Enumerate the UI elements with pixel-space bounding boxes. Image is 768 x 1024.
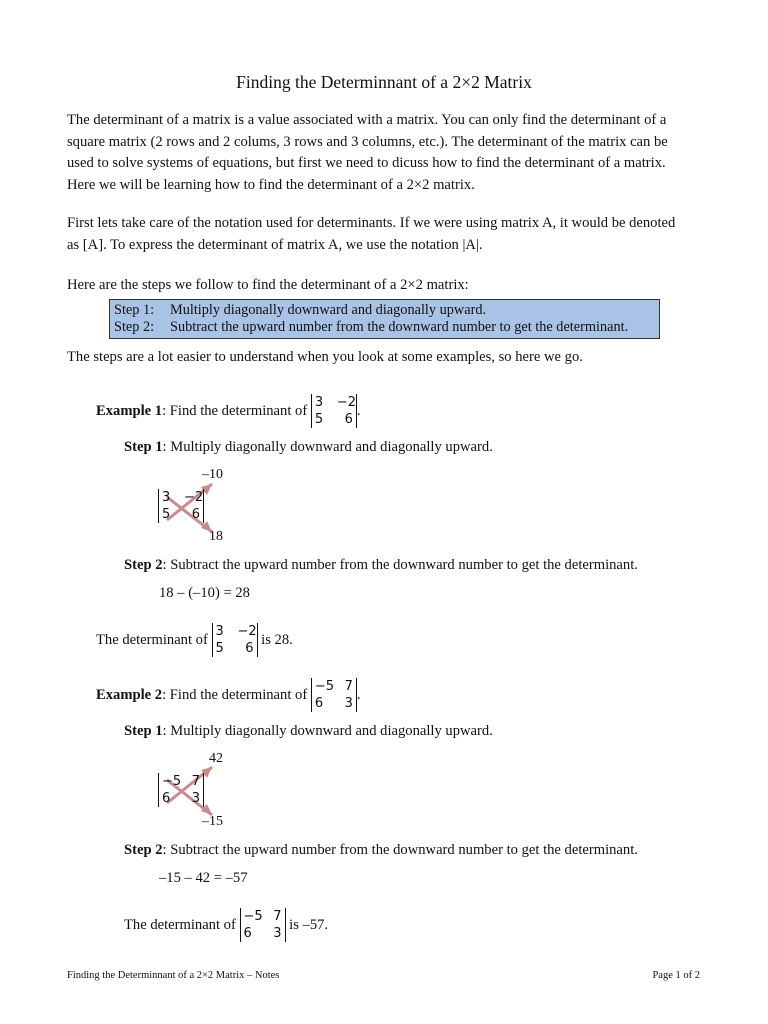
footer-page-number: Page 1 of 2 bbox=[652, 970, 700, 981]
steps-intro: Here are the steps we follow to find the determinant of a 2×2 matrix: bbox=[67, 277, 469, 293]
example2-heading-line bbox=[96, 678, 361, 712]
example1-heading-line bbox=[96, 394, 361, 428]
upward-product: –10 bbox=[202, 467, 223, 482]
result-prefix: The determinant of bbox=[124, 917, 236, 933]
example1-step2 bbox=[124, 555, 638, 575]
step-text: Subtract the upward number from the downward number to get the determinant. bbox=[170, 319, 629, 335]
footer-left: Finding the Determinnant of a 2×2 Matrix – Notes bbox=[67, 970, 280, 981]
example2-step2 bbox=[124, 840, 638, 860]
step2-label: Step 2 bbox=[124, 842, 163, 858]
matrix-cell: −5 bbox=[243, 909, 263, 924]
step-text: Multiply diagonally downward and diagonally upward. bbox=[170, 302, 487, 318]
matrix-cell: 6 bbox=[314, 696, 324, 711]
example1-heading: Example 1 bbox=[96, 403, 163, 419]
result-suffix: is 28. bbox=[261, 632, 293, 648]
example2-diagram bbox=[140, 747, 260, 832]
matrix-cell: 3 bbox=[344, 696, 353, 711]
page-title: Finding the Determinnant of a 2×2 Matrix bbox=[236, 72, 532, 92]
matrix-cell: 3 bbox=[162, 490, 171, 505]
matrix-cell: 6 bbox=[243, 926, 252, 941]
example2-prompt: : Find the determinant of bbox=[162, 687, 308, 703]
step1-label: Step 1 bbox=[124, 439, 163, 455]
intro-line: used to solve systems of equations, but first we need to dicuss how to find the determinant of a matrix. bbox=[67, 155, 666, 171]
example1-diagram bbox=[140, 462, 260, 547]
notation-paragraph bbox=[67, 213, 707, 256]
step2-text: : Subtract the upward number from the downward number to get the determinant. bbox=[162, 557, 638, 573]
example1-matrix bbox=[311, 394, 357, 428]
intro-line: Here we will be learning how to find the determinant of a 2×2 matrix. bbox=[67, 176, 475, 193]
example2-diagram-matrix bbox=[158, 773, 204, 807]
upward-product: 42 bbox=[209, 751, 223, 766]
steps-box bbox=[109, 299, 660, 339]
intro-paragraph bbox=[67, 110, 707, 196]
example1-result bbox=[96, 623, 293, 657]
example1-step1 bbox=[124, 437, 493, 457]
intro-line: square matrix (2 rows and 2 colums, 3 rows and 3 columns, etc.). The determinant of the matrix can be bbox=[67, 133, 668, 150]
matrix-cell: 7 bbox=[273, 909, 282, 924]
matrix-cell: −2 bbox=[237, 624, 257, 639]
matrix-cell: 5 bbox=[162, 507, 171, 522]
matrix-cell: −5 bbox=[314, 679, 335, 694]
example2-result bbox=[124, 908, 328, 942]
matrix-cell: 3 bbox=[215, 624, 224, 639]
downward-product: 18 bbox=[209, 529, 223, 544]
matrix-cell: −2 bbox=[184, 490, 204, 505]
step2-text: : Subtract the upward number from the downward number to get the determinant. bbox=[162, 842, 638, 858]
matrix-cell: 7 bbox=[344, 679, 353, 694]
notation-line: First lets take care of the notation used for determinants. If we were using matrix A, it would be denoted bbox=[67, 215, 676, 231]
example2-heading: Example 2 bbox=[96, 687, 163, 703]
step-label: Step 2: bbox=[114, 319, 155, 335]
intro-line: The determinant of a matrix is a value associated with a matrix. You can only find the determinant of a bbox=[67, 112, 667, 128]
matrix-cell: 3 bbox=[191, 791, 200, 806]
notation-line: as [A]. To express the determinant of matrix A, we use the notation |A|. bbox=[67, 236, 483, 253]
example2-matrix bbox=[311, 678, 357, 712]
matrix-cell: 7 bbox=[191, 774, 200, 789]
example1-prompt: : Find the determinant of bbox=[162, 403, 308, 419]
matrix-cell: −5 bbox=[162, 774, 182, 789]
matrix-cell: 6 bbox=[245, 641, 254, 656]
step-row bbox=[114, 319, 659, 336]
example2-end: . bbox=[356, 687, 361, 703]
example1-result-matrix bbox=[212, 623, 258, 657]
example1-diagram-matrix bbox=[158, 489, 204, 523]
result-suffix: is –57. bbox=[289, 917, 329, 933]
result-prefix: The determinant of bbox=[96, 632, 208, 648]
step1-text: : Multiply diagonally downward and diagonally upward. bbox=[162, 723, 493, 739]
matrix-cell: 3 bbox=[314, 395, 324, 410]
example1-calculation: 18 – (–10) = 28 bbox=[159, 585, 250, 601]
step-row bbox=[114, 302, 659, 319]
matrix-cell: 5 bbox=[215, 641, 224, 656]
step2-label: Step 2 bbox=[124, 557, 163, 573]
matrix-cell: 3 bbox=[273, 926, 282, 941]
example2-calculation: –15 – 42 = –57 bbox=[159, 870, 248, 886]
matrix-cell: 6 bbox=[344, 412, 353, 427]
step1-label: Step 1 bbox=[124, 723, 163, 739]
example2-step1 bbox=[124, 721, 493, 741]
matrix-cell: −2 bbox=[336, 395, 357, 410]
step1-text: : Multiply diagonally downward and diagonally upward. bbox=[162, 439, 493, 455]
downward-product: –15 bbox=[202, 814, 223, 829]
step-label: Step 1: bbox=[114, 302, 155, 318]
example1-end: . bbox=[356, 403, 361, 419]
matrix-cell: 5 bbox=[314, 412, 324, 427]
examples-intro: The steps are a lot easier to understand when you look at some examples, so here we go. bbox=[67, 349, 583, 365]
matrix-cell: 6 bbox=[191, 507, 200, 522]
example2-result-matrix bbox=[240, 908, 286, 942]
matrix-cell: 6 bbox=[162, 791, 171, 806]
